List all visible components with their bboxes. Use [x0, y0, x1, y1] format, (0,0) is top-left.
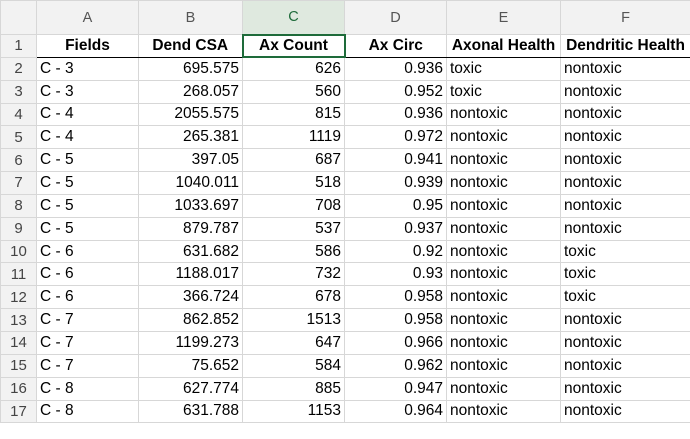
cell-fields[interactable]: C - 3	[37, 80, 139, 103]
cell-axonal-health[interactable]: nontoxic	[447, 194, 561, 217]
table-row	[1, 286, 690, 309]
cell-dendritic-health[interactable]: nontoxic	[561, 377, 690, 400]
cell-axonal-health[interactable]: nontoxic	[447, 240, 561, 263]
table-row	[1, 172, 690, 195]
cell-ax-circ[interactable]: 0.95	[345, 194, 447, 217]
cell-ax-count[interactable]: 537	[243, 217, 345, 240]
cell-axonal-health[interactable]: nontoxic	[447, 354, 561, 377]
cell-ax-circ[interactable]: 0.964	[345, 400, 447, 423]
row-number[interactable]: 5	[1, 126, 37, 149]
cell-axonal-health[interactable]: nontoxic	[447, 309, 561, 332]
row-number[interactable]: 1	[1, 35, 37, 58]
row-number[interactable]: 6	[1, 149, 37, 172]
table-row	[1, 331, 690, 354]
cell-ax-count[interactable]: 586	[243, 240, 345, 263]
table-row	[1, 377, 690, 400]
cell-dend-csa[interactable]: 1040.011	[139, 172, 243, 195]
cell-axonal-health[interactable]: nontoxic	[447, 149, 561, 172]
cell-fields[interactable]: C - 6	[37, 240, 139, 263]
cell-ax-count[interactable]: 626	[243, 57, 345, 80]
cell-dend-csa[interactable]: 75.652	[139, 354, 243, 377]
cell-fields[interactable]: C - 6	[37, 286, 139, 309]
cell-ax-count[interactable]: 1153	[243, 400, 345, 423]
cell-axonal-health[interactable]: nontoxic	[447, 331, 561, 354]
cell-dendritic-health[interactable]: nontoxic	[561, 194, 690, 217]
table-row	[1, 149, 690, 172]
cell-axonal-health[interactable]: nontoxic	[447, 263, 561, 286]
cell-ax-circ[interactable]: 0.937	[345, 217, 447, 240]
cell-dendritic-health[interactable]: nontoxic	[561, 354, 690, 377]
table-row	[1, 57, 690, 80]
cell-ax-circ[interactable]: 0.939	[345, 172, 447, 195]
row-number[interactable]: 12	[1, 286, 37, 309]
cell-header-dendritic-health[interactable]: Dendritic Health	[561, 35, 690, 58]
cell-fields[interactable]: C - 8	[37, 400, 139, 423]
cell-ax-count[interactable]: 815	[243, 103, 345, 126]
cell-fields[interactable]: C - 7	[37, 354, 139, 377]
cell-axonal-health[interactable]: nontoxic	[447, 172, 561, 195]
row-number[interactable]: 8	[1, 194, 37, 217]
cell-dend-csa[interactable]: 862.852	[139, 309, 243, 332]
cell-dendritic-health[interactable]: nontoxic	[561, 217, 690, 240]
cell-dendritic-health[interactable]: nontoxic	[561, 172, 690, 195]
cell-ax-count[interactable]: 518	[243, 172, 345, 195]
cell-fields[interactable]: C - 7	[37, 309, 139, 332]
cell-axonal-health[interactable]: nontoxic	[447, 217, 561, 240]
cell-ax-count[interactable]: 584	[243, 354, 345, 377]
cell-dendritic-health[interactable]: nontoxic	[561, 149, 690, 172]
cell-axonal-health[interactable]: nontoxic	[447, 103, 561, 126]
cell-ax-circ[interactable]: 0.958	[345, 286, 447, 309]
cell-dendritic-health[interactable]: nontoxic	[561, 331, 690, 354]
cell-ax-count[interactable]: 732	[243, 263, 345, 286]
cell-dendritic-health[interactable]: nontoxic	[561, 103, 690, 126]
cell-fields[interactable]: C - 6	[37, 263, 139, 286]
row-number[interactable]: 9	[1, 217, 37, 240]
table-row	[1, 354, 690, 377]
table-row	[1, 80, 690, 103]
select-all-corner[interactable]	[1, 1, 37, 35]
cell-dendritic-health[interactable]: nontoxic	[561, 400, 690, 423]
table-row	[1, 309, 690, 332]
cell-dend-csa[interactable]: 366.724	[139, 286, 243, 309]
cell-ax-count[interactable]: 560	[243, 80, 345, 103]
cell-dend-csa[interactable]: 631.682	[139, 240, 243, 263]
cell-ax-count[interactable]: 708	[243, 194, 345, 217]
column-header-e[interactable]: E	[447, 1, 561, 35]
column-header-a[interactable]: A	[37, 1, 139, 35]
table-row	[1, 217, 690, 240]
cell-dend-csa[interactable]: 695.575	[139, 57, 243, 80]
column-header-row	[1, 1, 690, 35]
cell-fields[interactable]: C - 4	[37, 126, 139, 149]
cell-dendritic-health[interactable]: nontoxic	[561, 80, 690, 103]
cell-ax-count[interactable]: 1513	[243, 309, 345, 332]
cell-fields[interactable]: C - 5	[37, 149, 139, 172]
cell-fields[interactable]: C - 7	[37, 331, 139, 354]
cell-header-axonal-health[interactable]: Axonal Health	[447, 35, 561, 58]
cell-axonal-health[interactable]: toxic	[447, 57, 561, 80]
cell-dendritic-health[interactable]: toxic	[561, 263, 690, 286]
cell-dend-csa[interactable]: 268.057	[139, 80, 243, 103]
row-number[interactable]: 16	[1, 377, 37, 400]
cell-dend-csa[interactable]: 397.05	[139, 149, 243, 172]
table-row	[1, 103, 690, 126]
column-header-b[interactable]: B	[139, 1, 243, 35]
row-number[interactable]: 3	[1, 80, 37, 103]
table-row	[1, 126, 690, 149]
cell-axonal-health[interactable]: nontoxic	[447, 377, 561, 400]
row-number[interactable]: 13	[1, 309, 37, 332]
table-row	[1, 194, 690, 217]
cell-dend-csa[interactable]: 1199.273	[139, 331, 243, 354]
cell-ax-circ[interactable]: 0.936	[345, 103, 447, 126]
cell-dendritic-health[interactable]: nontoxic	[561, 126, 690, 149]
cell-axonal-health[interactable]: nontoxic	[447, 400, 561, 423]
cell-ax-circ[interactable]: 0.941	[345, 149, 447, 172]
cell-fields[interactable]: C - 5	[37, 194, 139, 217]
cell-dendritic-health[interactable]: nontoxic	[561, 57, 690, 80]
row-number[interactable]: 4	[1, 103, 37, 126]
cell-ax-count[interactable]: 885	[243, 377, 345, 400]
cell-fields[interactable]: C - 8	[37, 377, 139, 400]
cell-header-ax-count[interactable]: Ax Count	[243, 35, 345, 58]
table-row	[1, 263, 690, 286]
cell-ax-circ[interactable]: 0.93	[345, 263, 447, 286]
column-header-d[interactable]: D	[345, 1, 447, 35]
cell-axonal-health[interactable]: nontoxic	[447, 126, 561, 149]
cell-dend-csa[interactable]: 879.787	[139, 217, 243, 240]
cell-header-dend-csa[interactable]: Dend CSA	[139, 35, 243, 58]
cell-dend-csa[interactable]: 265.381	[139, 126, 243, 149]
cell-ax-count[interactable]: 647	[243, 331, 345, 354]
cell-axonal-health[interactable]: toxic	[447, 80, 561, 103]
cell-dend-csa[interactable]: 2055.575	[139, 103, 243, 126]
header-row	[1, 35, 690, 58]
table-row	[1, 240, 690, 263]
cell-ax-circ[interactable]: 0.962	[345, 354, 447, 377]
row-number[interactable]: 7	[1, 172, 37, 195]
row-number[interactable]: 11	[1, 263, 37, 286]
cell-fields[interactable]: C - 5	[37, 172, 139, 195]
cell-fields[interactable]: C - 3	[37, 57, 139, 80]
cell-axonal-health[interactable]: nontoxic	[447, 286, 561, 309]
cell-ax-circ[interactable]: 0.958	[345, 309, 447, 332]
cell-dend-csa[interactable]: 627.774	[139, 377, 243, 400]
row-number[interactable]: 14	[1, 331, 37, 354]
cell-ax-circ[interactable]: 0.947	[345, 377, 447, 400]
cell-dendritic-health[interactable]: nontoxic	[561, 309, 690, 332]
cell-ax-circ[interactable]: 0.966	[345, 331, 447, 354]
cell-header-ax-circ[interactable]: Ax Circ	[345, 35, 447, 58]
cell-ax-circ[interactable]: 0.936	[345, 57, 447, 80]
column-header-f[interactable]: F	[561, 1, 690, 35]
cell-ax-count[interactable]: 687	[243, 149, 345, 172]
cell-dendritic-health[interactable]: toxic	[561, 286, 690, 309]
cell-dend-csa[interactable]: 631.788	[139, 400, 243, 423]
cell-fields[interactable]: C - 4	[37, 103, 139, 126]
cell-ax-circ[interactable]: 0.92	[345, 240, 447, 263]
row-number[interactable]: 17	[1, 400, 37, 423]
cell-fields[interactable]: C - 5	[37, 217, 139, 240]
table-row	[1, 400, 690, 423]
cell-dend-csa[interactable]: 1033.697	[139, 194, 243, 217]
cell-ax-circ[interactable]: 0.972	[345, 126, 447, 149]
cell-dendritic-health[interactable]: toxic	[561, 240, 690, 263]
row-number[interactable]: 15	[1, 354, 37, 377]
cell-dend-csa[interactable]: 1188.017	[139, 263, 243, 286]
row-number[interactable]: 2	[1, 57, 37, 80]
cell-ax-circ[interactable]: 0.952	[345, 80, 447, 103]
cell-ax-count[interactable]: 678	[243, 286, 345, 309]
cell-ax-count[interactable]: 1119	[243, 126, 345, 149]
column-header-c[interactable]: C	[243, 1, 345, 35]
cell-header-fields[interactable]: Fields	[37, 35, 139, 58]
row-number[interactable]: 10	[1, 240, 37, 263]
